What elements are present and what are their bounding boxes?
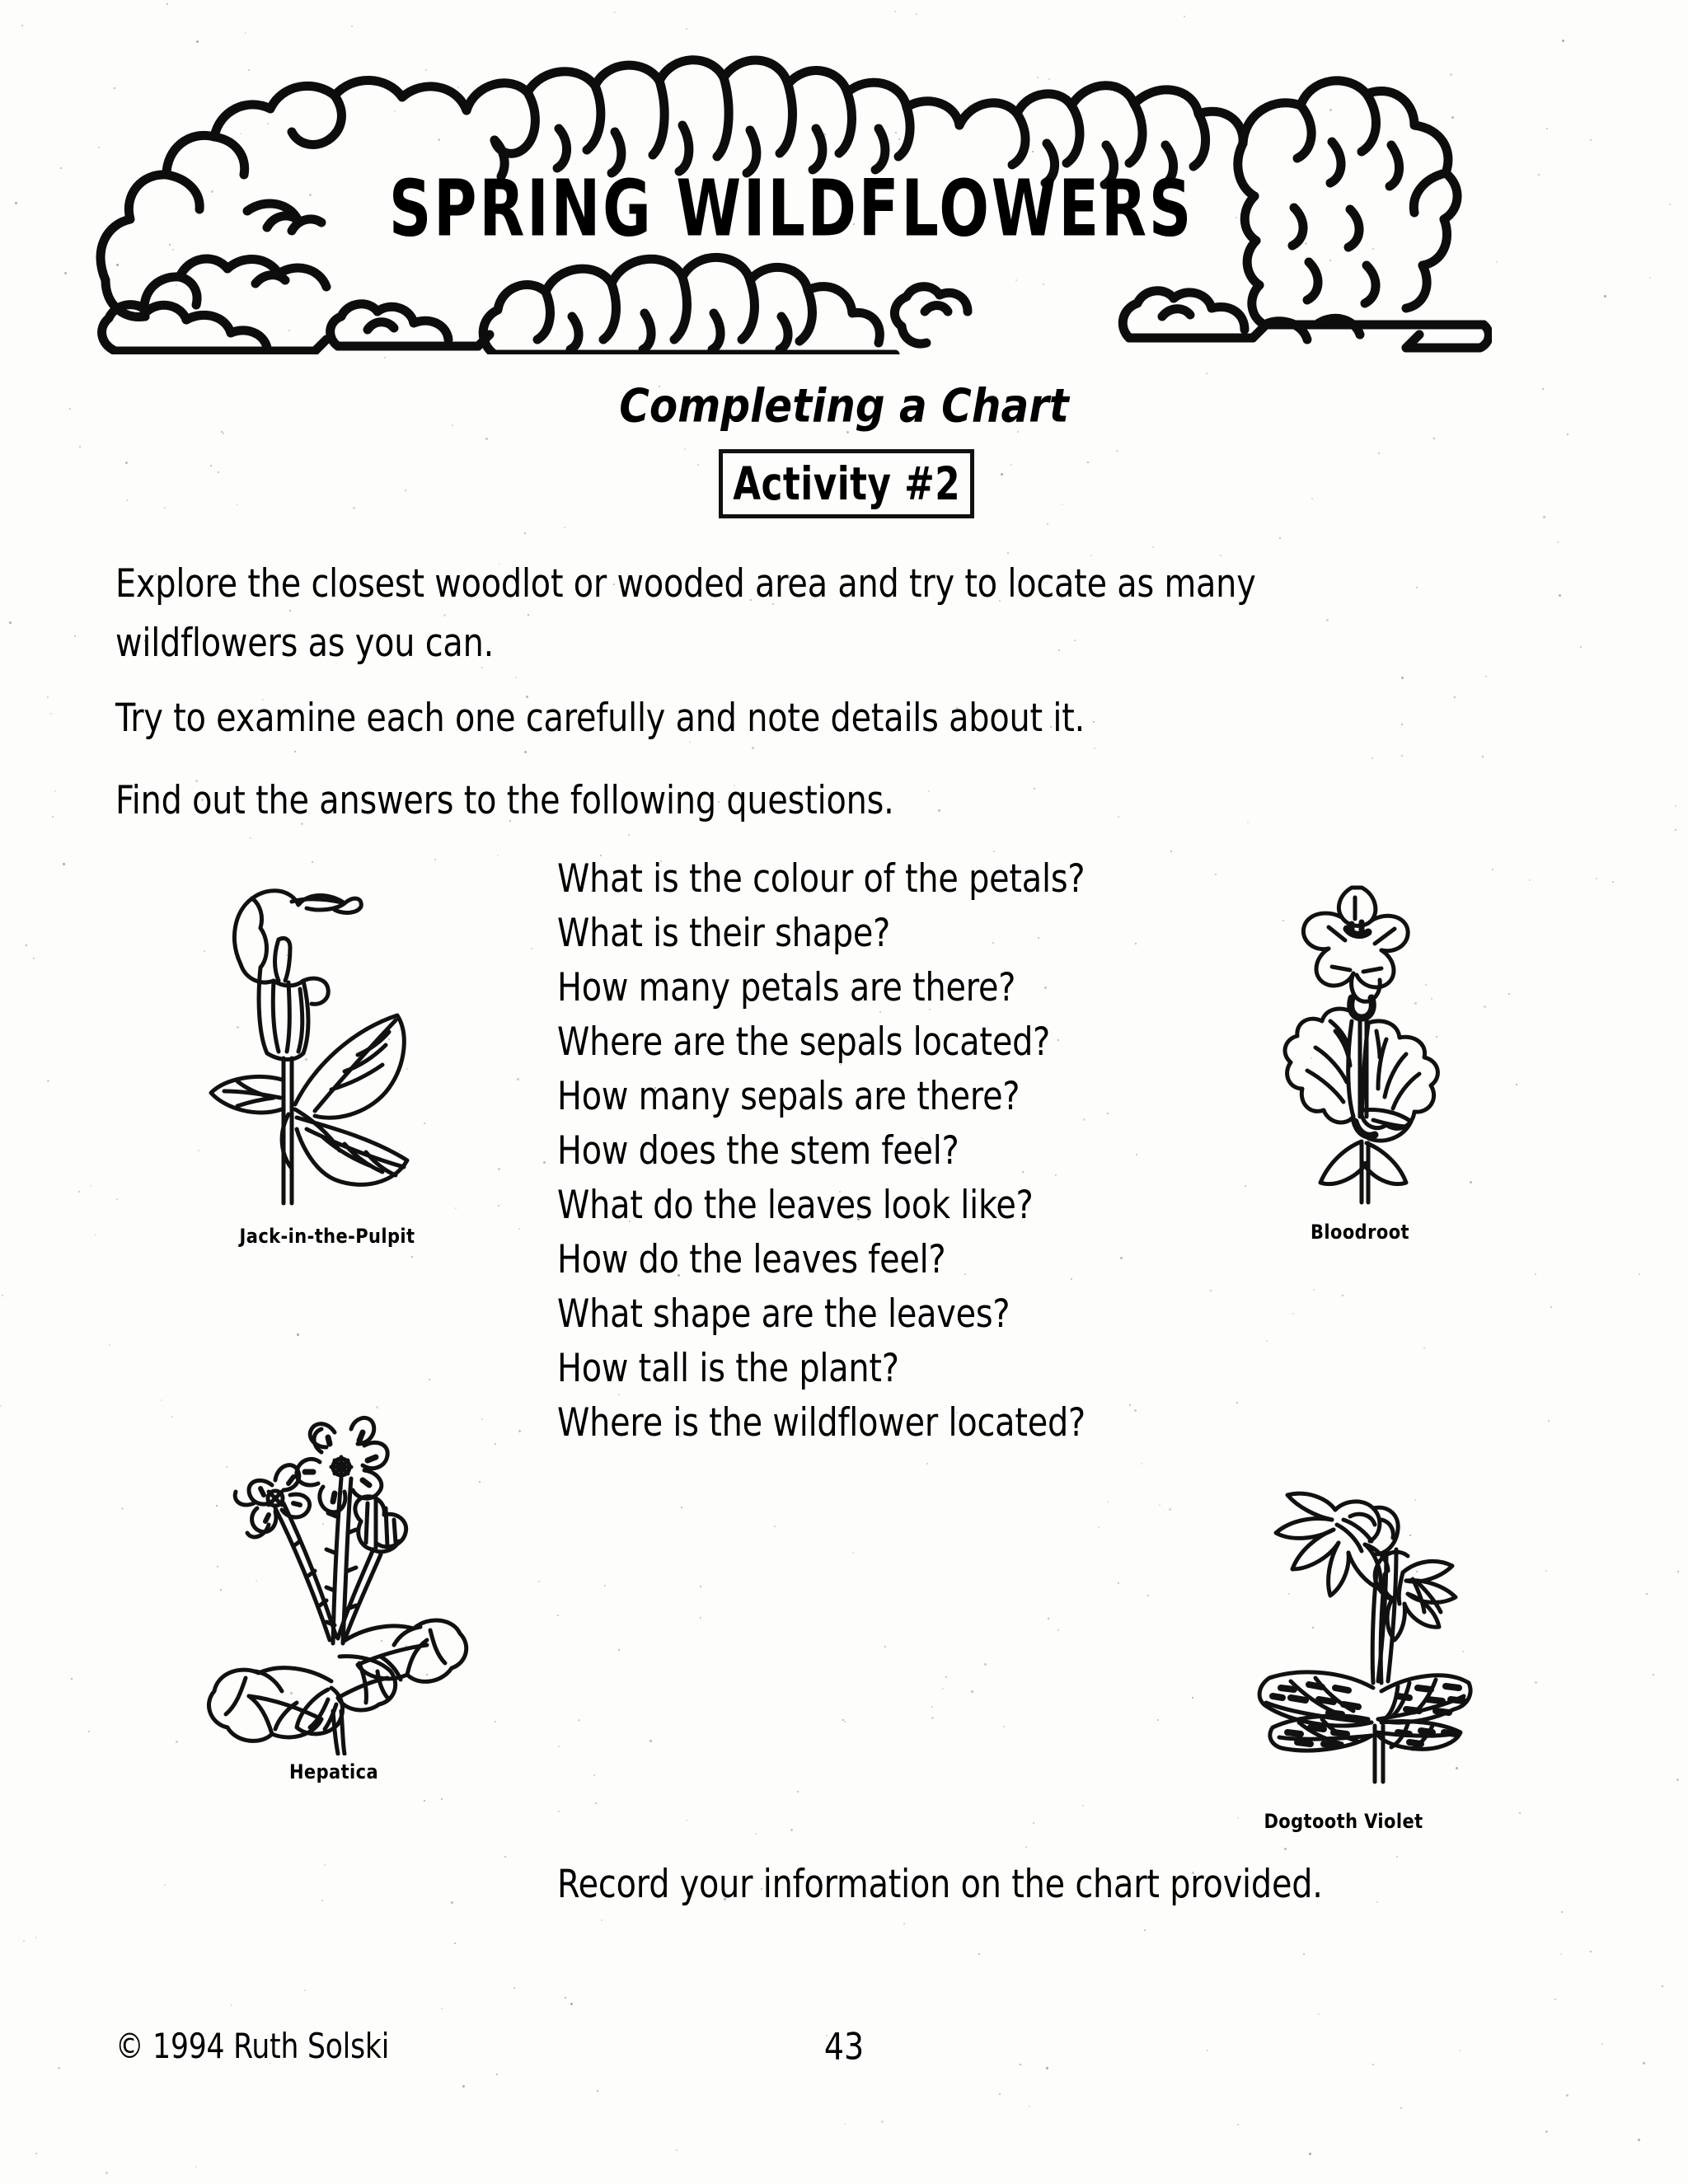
page-subtitle: Completing a Chart bbox=[619, 379, 1069, 433]
figure-hepatica bbox=[190, 1409, 478, 1782]
figure-caption: Bloodroot bbox=[1311, 1221, 1409, 1244]
question-item: What is the colour of the petals? bbox=[557, 855, 1085, 902]
question-item: Where is the wildflower located? bbox=[557, 1399, 1085, 1446]
intro-paragraph-3: Find out the answers to the following questions. bbox=[115, 777, 894, 823]
figure-caption: Jack-in-the-Pulpit bbox=[239, 1225, 415, 1248]
figure-jack-in-the-pulpit bbox=[191, 857, 463, 1246]
intro-paragraph-1: Explore the closest woodlot or wooded area and try to locate as many wildflowers as you can. bbox=[115, 560, 1256, 666]
question-item: What is their shape? bbox=[557, 909, 891, 956]
activity-badge bbox=[719, 449, 974, 518]
question-item: What do the leaves look like? bbox=[557, 1181, 1034, 1228]
question-item: What shape are the leaves? bbox=[557, 1290, 1010, 1337]
question-item: How many sepals are there? bbox=[557, 1072, 1020, 1119]
question-item: Where are the sepals located? bbox=[557, 1018, 1051, 1065]
question-item: How does the stem feel? bbox=[557, 1127, 959, 1174]
figure-bloodroot bbox=[1236, 869, 1484, 1242]
question-item: How tall is the plant? bbox=[557, 1344, 899, 1391]
figure-dogtooth-violet bbox=[1212, 1475, 1475, 1831]
page-number: 43 bbox=[823, 2026, 865, 2069]
banner-title: SPRING WILDFLOWERS bbox=[388, 162, 1194, 254]
figure-caption: Dogtooth Violet bbox=[1264, 1810, 1423, 1833]
dogtooth-violet-icon bbox=[1212, 1475, 1475, 1805]
closing-instruction: Record your information on the chart provided. bbox=[557, 1861, 1323, 1907]
hepatica-icon bbox=[190, 1409, 478, 1755]
question-list bbox=[557, 857, 1184, 1455]
copyright-notice: © 1994 Ruth Solski bbox=[115, 2027, 390, 2067]
question-item: How many petals are there? bbox=[557, 963, 1016, 1010]
bloodroot-icon bbox=[1236, 869, 1484, 1216]
figure-caption: Hepatica bbox=[288, 1760, 379, 1783]
cloud-banner bbox=[91, 33, 1492, 354]
activity-label: Activity #2 bbox=[733, 457, 960, 511]
jack-in-the-pulpit-icon bbox=[191, 857, 463, 1220]
intro-paragraph-2: Try to examine each one carefully and note details about it. bbox=[115, 695, 1085, 741]
question-item: How do the leaves feel? bbox=[557, 1235, 946, 1282]
